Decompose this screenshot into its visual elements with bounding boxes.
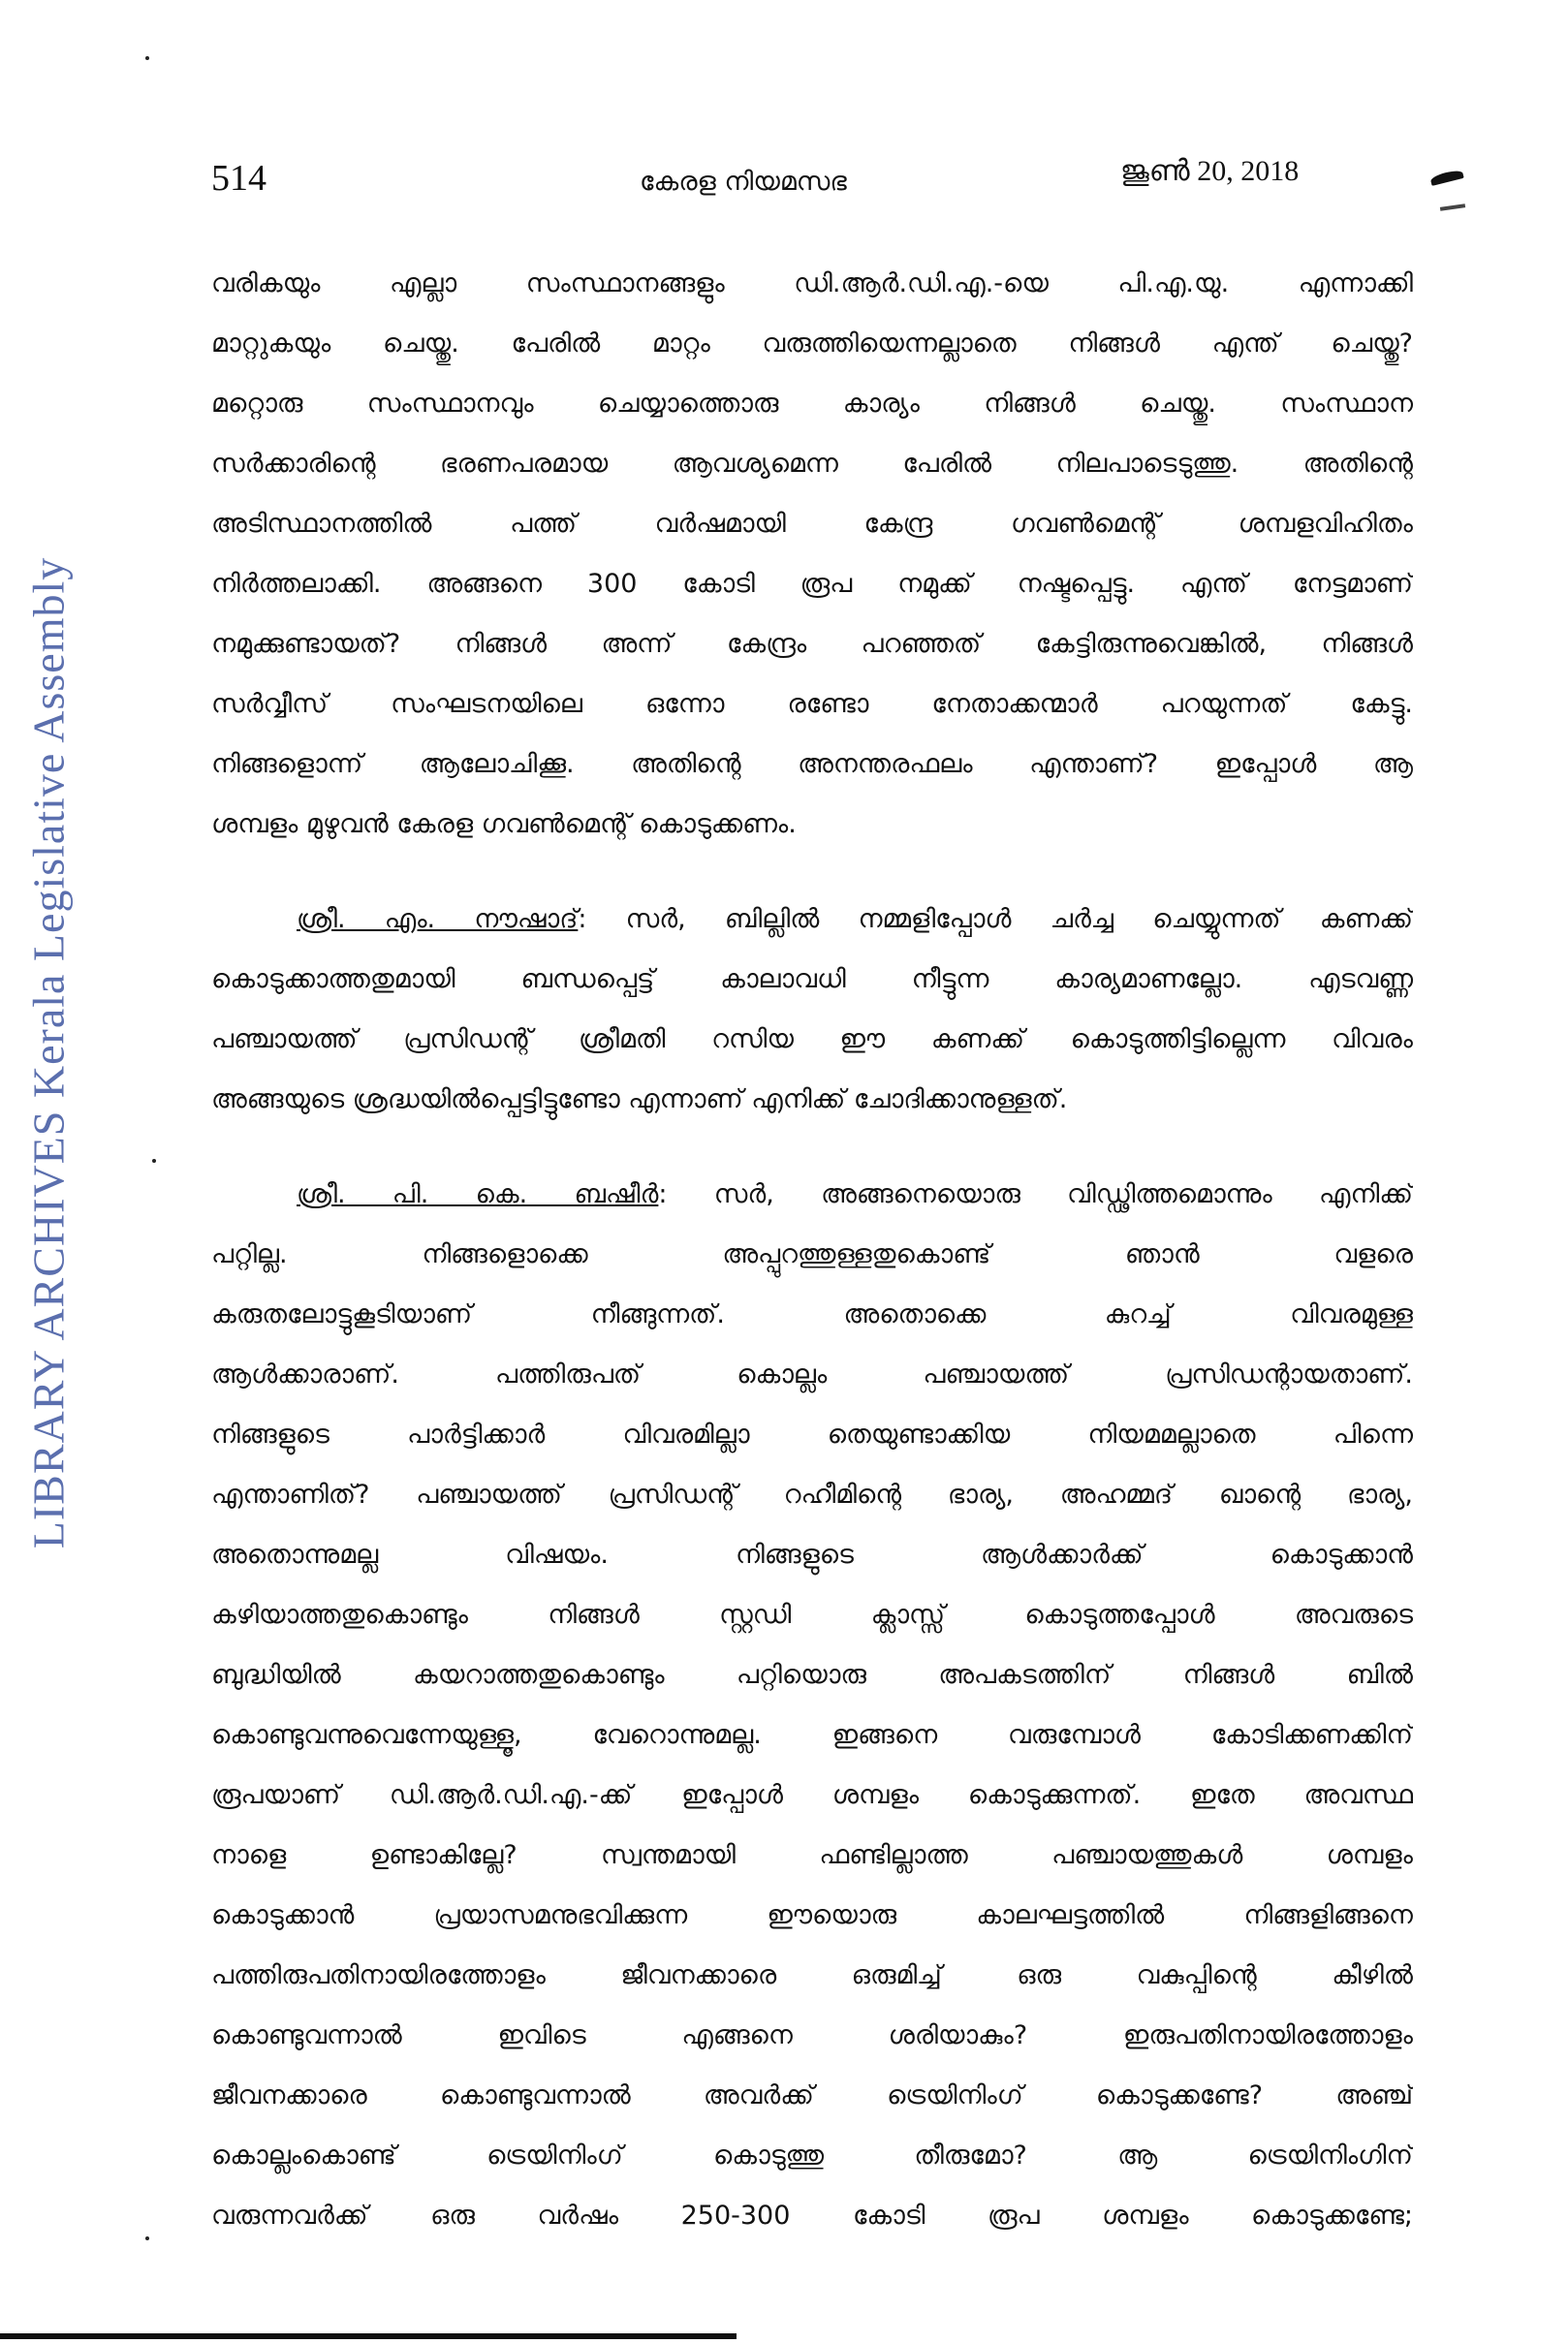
text-line: ആൾക്കാരാണ്. പത്തിരുപത് കൊല്ലം പഞ്ചായത്ത് പ്രസിഡന്റായതാണ്. xyxy=(211,1360,1413,1390)
text-line: പറ്റില്ല. നിങ്ങളൊക്കെ അപ്പുറത്തുള്ളതുകൊണ്ട് ഞാൻ വളരെ xyxy=(211,1239,1413,1269)
text-line: നിങ്ങളൊന്ന് ആലോചിക്കൂ. അതിന്റെ അനന്തരഫലം എന്താണ്? ഇപ്പോൾ ആ xyxy=(211,749,1413,779)
scan-speck xyxy=(145,56,149,60)
text-line: സർവ്വീസ് സംഘടനയിലെ ഒന്നോ രണ്ടോ നേതാക്കന്മാർ പറയുന്നത് കേട്ടു. xyxy=(211,689,1413,719)
paragraph-gap xyxy=(211,855,1413,890)
page-date: ജൂൺ 20, 2018 xyxy=(1120,155,1300,187)
scan-speck xyxy=(145,2236,149,2240)
text-line: ബുദ്ധിയിൽ കയറാത്തതുകൊണ്ടും പറ്റിയൊരു അപകടത്തിന് നിങ്ങൾ ബിൽ xyxy=(211,1660,1413,1690)
page-number: 514 xyxy=(211,158,267,199)
text-line: അതൊന്നുമല്ല വിഷയം. നിങ്ങളുടെ ആൾക്കാർക്ക് കൊടുക്കാൻ xyxy=(211,1540,1413,1570)
text-line: വരുന്നവർക്ക് ഒരു വർഷം 250-300 കോടി രൂപ ശമ്പളം കൊടുക്കണ്ടേ; xyxy=(211,2201,1413,2231)
text-line: അടിസ്ഥാനത്തിൽ പത്ത് വർഷമായി കേന്ദ്ര ഗവൺമെന്റ് ശമ്പളവിഹിതം xyxy=(211,509,1413,539)
text-line: മറ്റൊരു സംസ്ഥാനവും ചെയ്യാത്തൊരു കാര്യം നിങ്ങൾ ചെയ്തു. സംസ്ഥാന xyxy=(211,389,1413,419)
text-line: കൊണ്ടുവന്നാൽ ഇവിടെ എങ്ങനെ ശരിയാകും? ഇരുപതിനായിരത്തോളം xyxy=(211,2020,1413,2050)
text-line: കരുതലോട്ടുകൂടിയാണ് നീങ്ങുന്നത്. അതൊക്കെ കുറച്ച് വിവരമുള്ള xyxy=(211,1299,1413,1329)
text-line: പത്തിരുപതിനായിരത്തോളം ജീവനക്കാരെ ഒരുമിച്ച് ഒരു വകുപ്പിന്റെ കീഴിൽ xyxy=(211,1960,1413,1990)
text-line: വരികയും എല്ലാ സംസ്ഥാനങ്ങളും ഡി.ആർ.ഡി.എ.-യെ പി.എ.യു. എന്നാക്കി xyxy=(211,268,1413,298)
body-text xyxy=(211,254,1413,2246)
text-line: ജീവനക്കാരെ കൊണ്ടുവന്നാൽ അവർക്ക് ട്രെയിനിംഗ് കൊടുക്കണ്ടേ? അഞ്ച് xyxy=(211,2080,1413,2110)
text-line: പഞ്ചായത്ത് പ്രസിഡന്റ് ശ്രീമതി റസിയ ഈ കണക്ക് കൊടുത്തിട്ടില്ലെന്ന വിവരം xyxy=(211,1024,1413,1054)
speech-text: : സർ, ബില്ലിൽ നമ്മളിപ്പോൾ ചർച്ച ചെയ്യുന്നത് കണക്ക് xyxy=(578,904,1413,934)
text-line: സർക്കാരിന്റെ ഭരണപരമായ ആവശ്യമെന്ന പേരിൽ നിലപാടെടുത്തു. അതിന്റെ xyxy=(211,449,1413,479)
scan-mark xyxy=(1429,169,1463,186)
text-line: കൊടുക്കാൻ പ്രയാസമനുഭവിക്കുന്ന ഈയൊരു കാലഘട്ടത്തിൽ നിങ്ങളിങ്ങനെ xyxy=(211,1900,1413,1930)
paragraph-basheer xyxy=(211,1165,1413,2246)
scan-mark-small xyxy=(1440,203,1465,211)
scan-speck xyxy=(152,1159,156,1163)
paragraph-continuation xyxy=(211,254,1413,855)
text-line xyxy=(211,890,1413,950)
scan-edge-rule xyxy=(0,2333,737,2339)
paragraph-gap xyxy=(211,1130,1413,1165)
paragraph-noushad xyxy=(211,890,1413,1130)
text-line: മാറ്റുകയും ചെയ്തു. പേരിൽ മാറ്റം വരുത്തിയെന്നല്ലാതെ നിങ്ങൾ എന്ത് ചെയ്തു? xyxy=(211,328,1413,359)
text-line: കഴിയാത്തതുകൊണ്ടും നിങ്ങൾ സ്റ്റഡി ക്ലാസ്സ് കൊടുത്തപ്പോൾ അവരുടെ xyxy=(211,1600,1413,1630)
speaker-name: ശ്രീ. എം. നൗഷാദ് xyxy=(297,904,579,934)
text-line: നാളെ ഉണ്ടാകില്ലേ? സ്വന്തമായി ഫണ്ടില്ലാത്ത പഞ്ചായത്തുകൾ ശമ്പളം xyxy=(211,1840,1413,1870)
text-line: നിങ്ങളുടെ പാർട്ടിക്കാർ വിവരമില്ലാ തെയുണ്ടാക്കിയ നിയമമല്ലാതെ പിന്നെ xyxy=(211,1420,1413,1450)
text-line: നമുക്കുണ്ടായത്? നിങ്ങൾ അന്ന് കേന്ദ്രം പറഞ്ഞത് കേട്ടിരുന്നുവെങ്കിൽ, നിങ്ങൾ xyxy=(211,629,1413,659)
text-line xyxy=(211,1165,1413,1225)
text-line: കൊണ്ടുവന്നുവെന്നേയുള്ളൂ, വേറൊന്നുമല്ല. ഇങ്ങനെ വരുമ്പോൾ കോടിക്കണക്കിന് xyxy=(211,1720,1413,1750)
archive-watermark: LIBRARY ARCHIVES Kerala Legislative Assembly xyxy=(23,556,74,1549)
speech-text: : സർ, അങ്ങനെയൊരു വിഡ്ഢിത്തമൊന്നും എനിക്ക് xyxy=(658,1179,1413,1209)
text-line: ശമ്പളം മുഴുവൻ കേരള ഗവൺമെന്റ് കൊടുക്കണം. xyxy=(211,809,797,839)
running-title: കേരള നിയമസഭ xyxy=(640,167,847,197)
text-line: നിർത്തലാക്കി. അങ്ങനെ 300 കോടി രൂപ നമുക്ക് നഷ്ടപ്പെട്ടു. എന്ത് നേട്ടമാണ് xyxy=(211,569,1413,599)
text-line: രൂപയാണ് ഡി.ആർ.ഡി.എ.-ക്ക് ഇപ്പോൾ ശമ്പളം കൊടുക്കുന്നത്. ഇതേ അവസ്ഥ xyxy=(211,1780,1413,1810)
text-line: കൊല്ലംകൊണ്ട് ട്രെയിനിംഗ് കൊടുത്തു തീരുമോ? ആ ട്രെയിനിംഗിന് xyxy=(211,2141,1413,2171)
text-line: എന്താണിത്? പഞ്ചായത്ത് പ്രസിഡന്റ് റഹീമിന്റെ ഭാര്യ, അഹമ്മദ് ഖാന്റെ ഭാര്യ, xyxy=(211,1480,1413,1510)
speaker-name: ശ്രീ. പി. കെ. ബഷീർ xyxy=(297,1179,659,1209)
text-line: കൊടുക്കാത്തതുമായി ബന്ധപ്പെട്ട് കാലാവധി നീട്ടുന്ന കാര്യമാണല്ലോ. എടവണ്ണ xyxy=(211,964,1413,994)
text-line: അങ്ങയുടെ ശ്രദ്ധയിൽപ്പെട്ടിട്ടുണ്ടോ എന്നാണ് എനിക്ക് ചോദിക്കാനുള്ളത്. xyxy=(211,1084,1068,1114)
